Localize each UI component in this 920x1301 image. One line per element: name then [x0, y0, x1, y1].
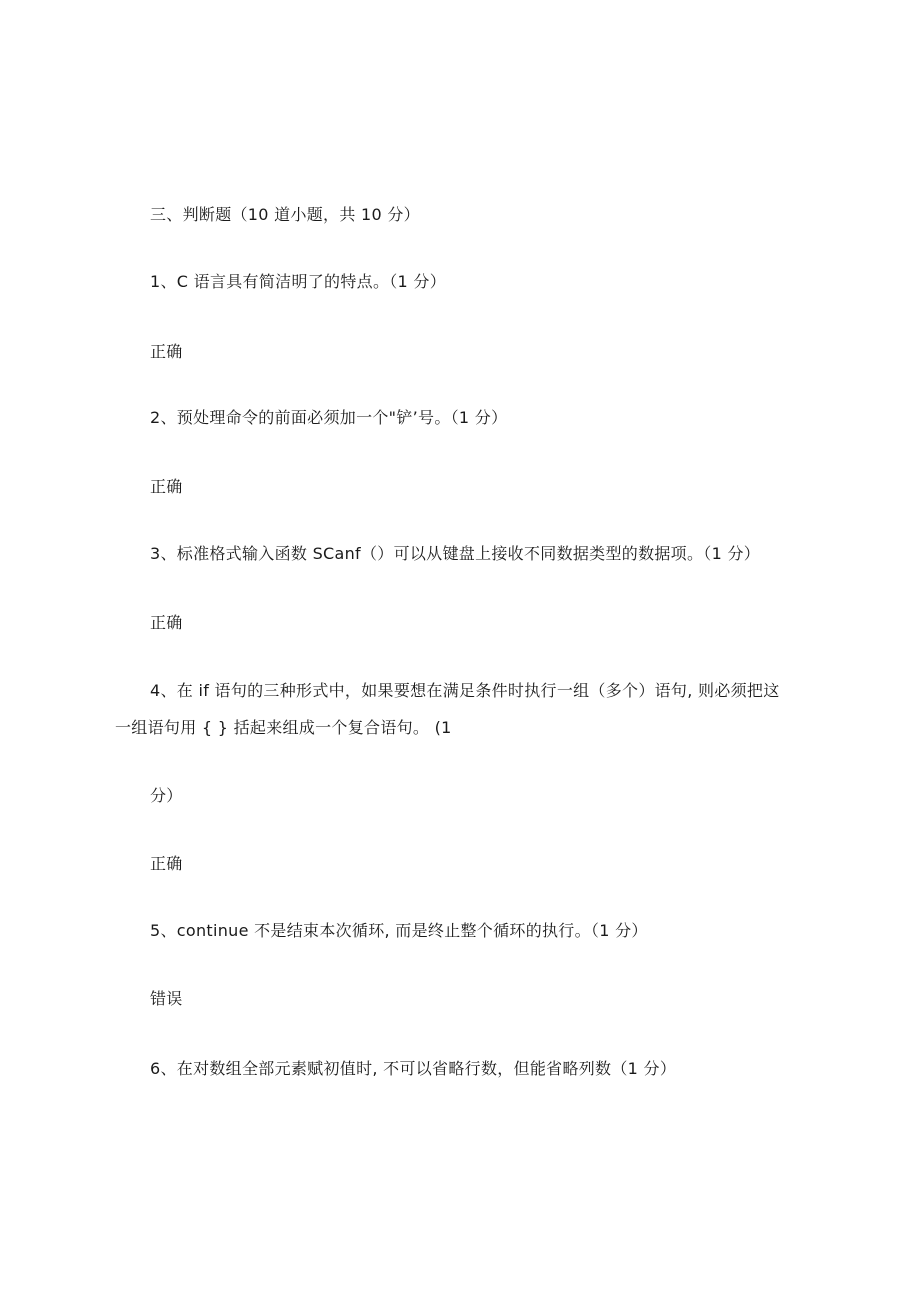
question-4-answer: 正确	[150, 854, 183, 873]
question-2-text: 2、预处理命令的前面必须加一个"铲’号。（1 分）	[150, 408, 508, 427]
question-4-text-line2: 一组语句用 { } 括起来组成一个复合语句。 (1	[115, 718, 452, 737]
question-1-answer: 正确	[150, 342, 183, 361]
question-3-answer: 正确	[150, 613, 183, 632]
section-heading: 三、判断题（10 道小题，共 10 分）	[150, 205, 420, 224]
question-6-text: 6、在对数组全部元素赋初值时, 不可以省略行数，但能省略列数（1 分）	[150, 1059, 677, 1078]
question-5-answer: 错误	[150, 989, 183, 1008]
question-5-text: 5、continue 不是结束本次循环, 而是终止整个循环的执行。（1 分）	[150, 921, 648, 940]
question-4-text-line1: 4、在 if 语句的三种形式中，如果要想在满足条件时执行一组（多个）语句, 则必须把这	[150, 681, 780, 700]
question-1-text: 1、C 语言具有简洁明了的特点。（1 分）	[150, 272, 447, 291]
question-3-text: 3、标准格式输入函数 SCanf（）可以从键盘上接收不同数据类型的数据项。（1 分）	[150, 544, 761, 563]
question-4-text-line3: 分）	[150, 786, 183, 805]
question-2-answer: 正确	[150, 477, 183, 496]
